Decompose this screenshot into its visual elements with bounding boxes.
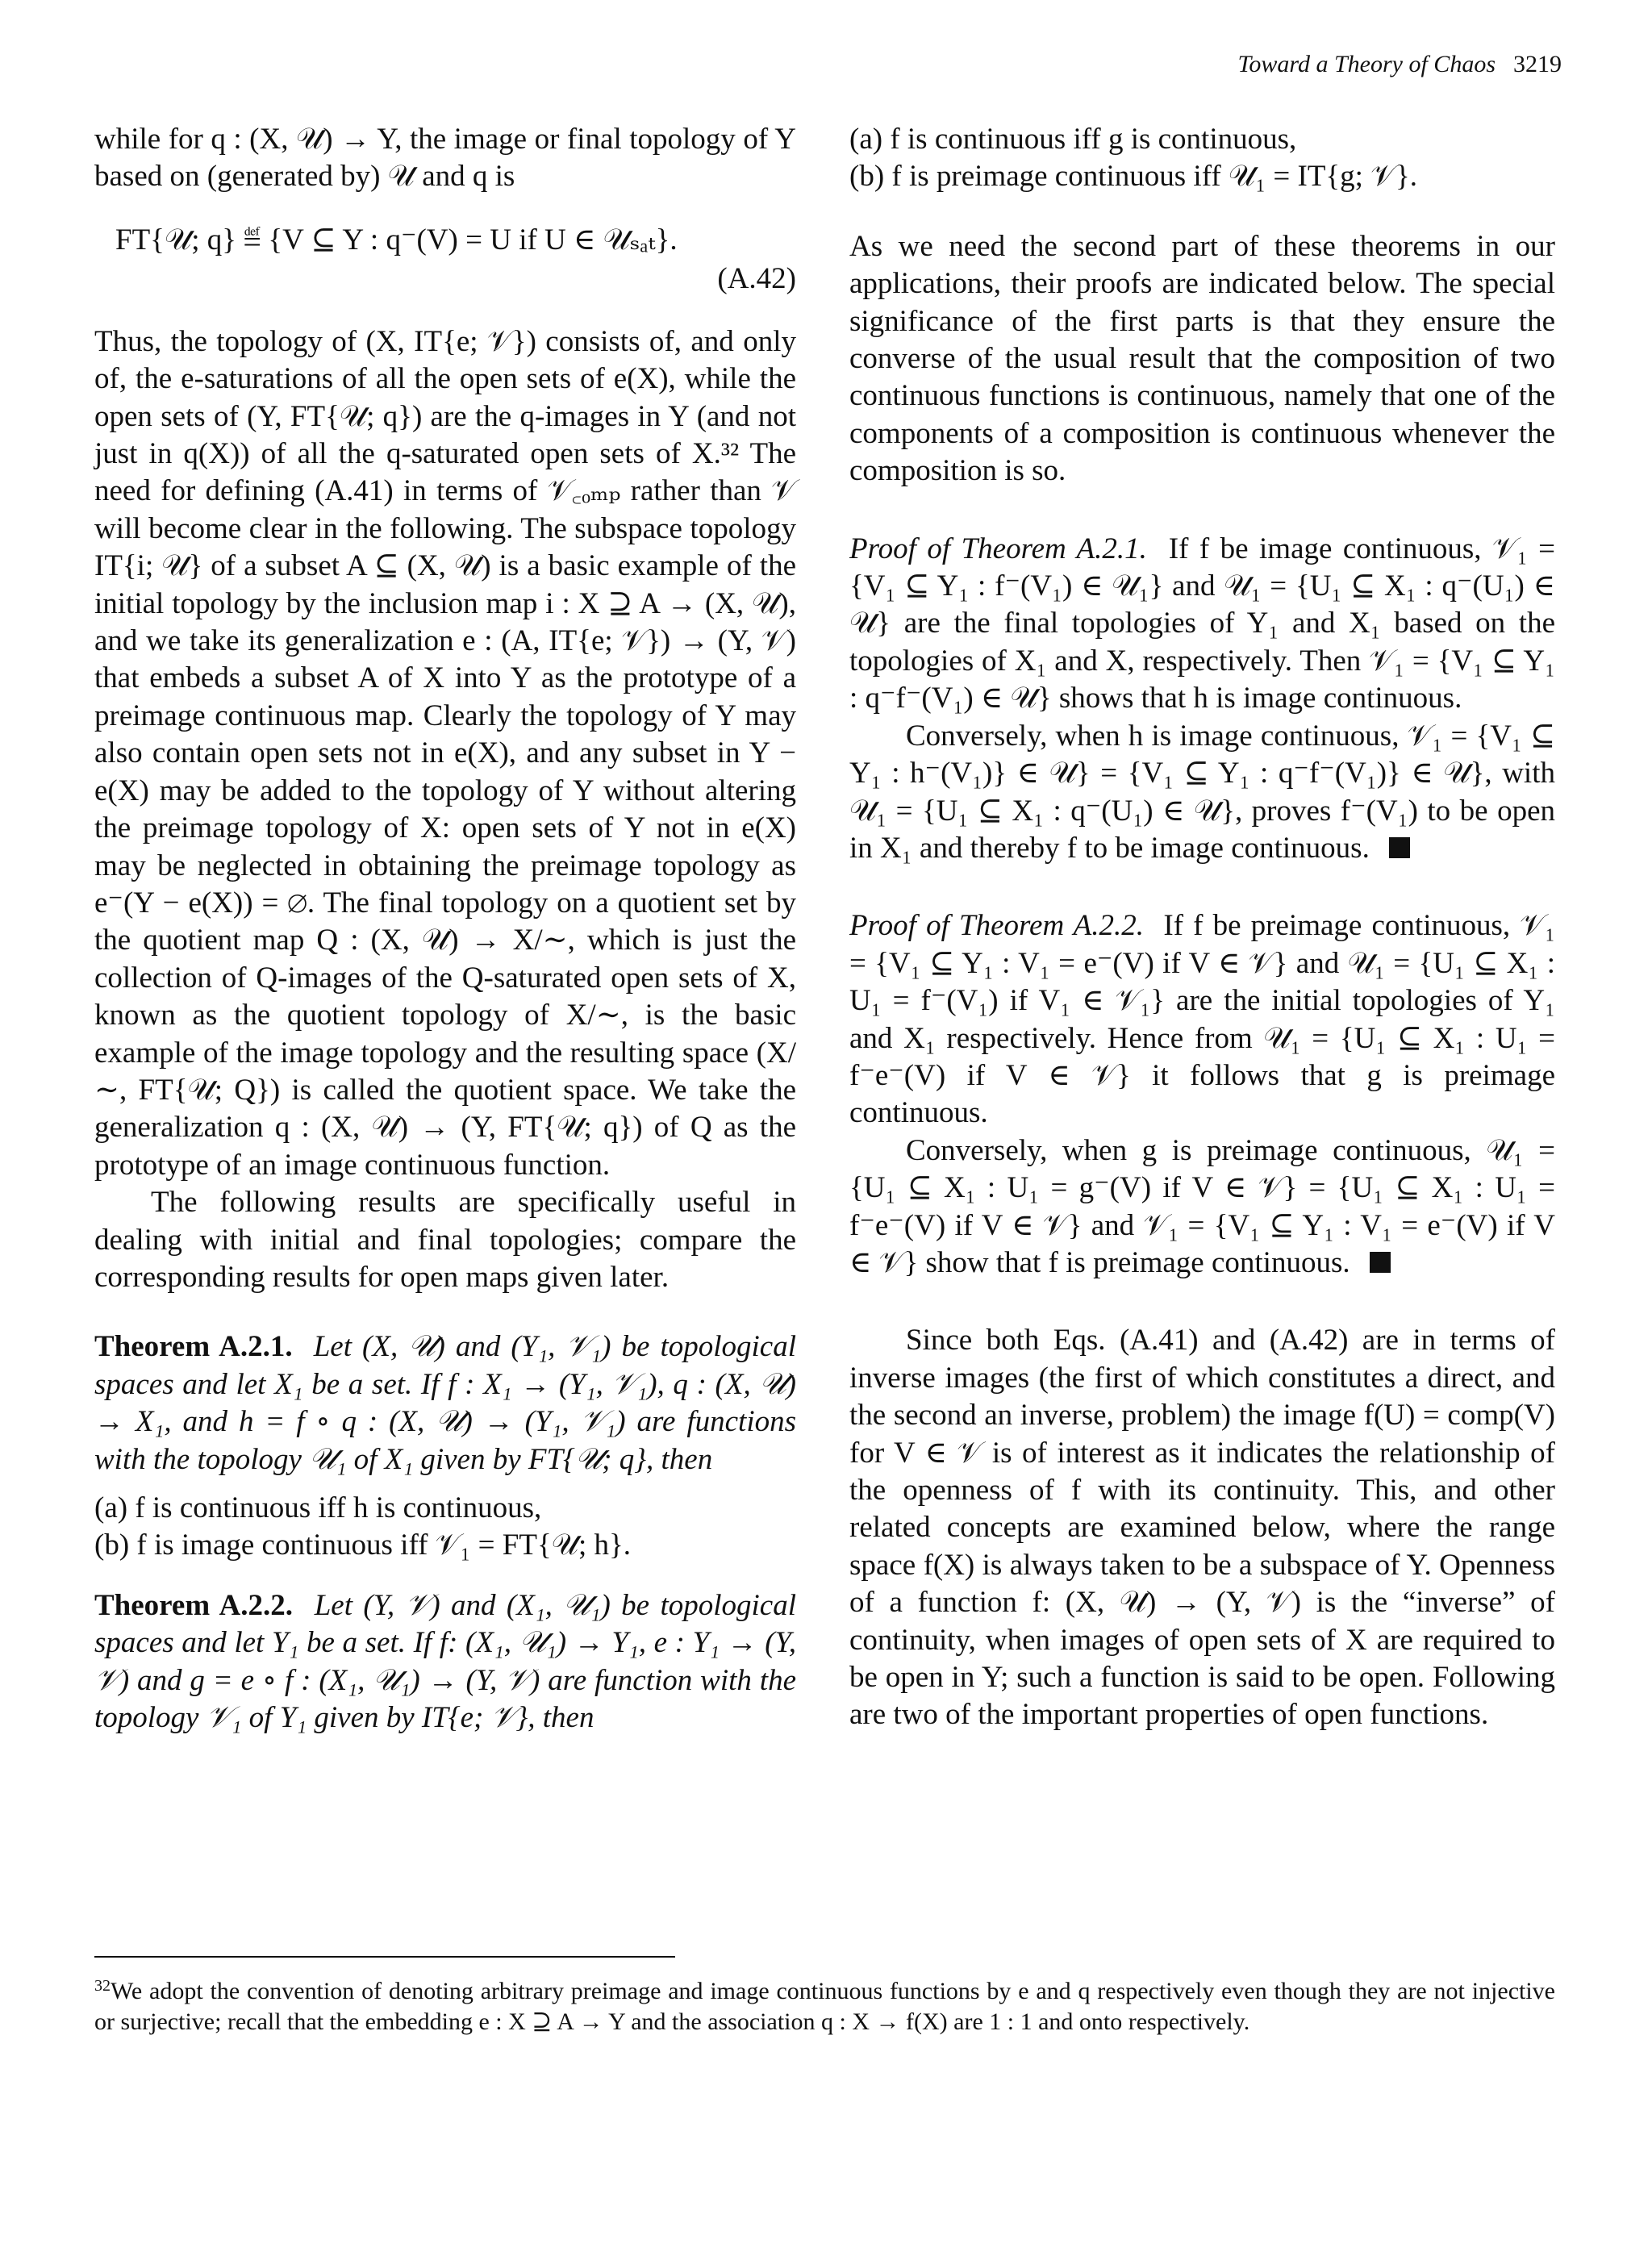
footnote bbox=[94, 1971, 1555, 2037]
theorem-label: Theorem A.2.2. bbox=[94, 1588, 293, 1622]
theorem-statement: Let (X, 𝒰) and (Y₁, 𝒱₁) be topological spaces and let X₁ be a set. If f : X₁ → (Y₁, 𝒱₁), q : (X, 𝒰) → X₁, and h = f ∘ q : (X, 𝒰) → (Y₁, 𝒱₁) are functions with the topology 𝒰₁ of X₁ given by FT{𝒰; q}, then bbox=[94, 1330, 797, 1476]
qed-square-icon bbox=[1370, 1252, 1391, 1273]
footnote-rule bbox=[94, 1956, 675, 1958]
proof-a21 bbox=[849, 531, 1555, 718]
theorem-item: (a) f is continuous iff g is continuous, bbox=[849, 123, 1297, 156]
theorem-a21 bbox=[94, 1328, 796, 1478]
paragraph: As we need the second part of these theorems in our applications, their proofs are indicated below. The special significance of the first parts is that they ensure the converse of the usual result that the composition of two continuous functions is continuous, namely that one of the components of a composition is continuous whenever the composition is so. bbox=[849, 229, 1555, 488]
paragraph: The following results are specifically useful in dealing with initial and final topologies; compare the corresponding results for open maps given later. bbox=[94, 1186, 796, 1294]
theorem-item: (b) f is preimage continuous iff 𝒰₁ = IT{g; 𝒱}. bbox=[849, 160, 1418, 194]
proof-text: If f be image continuous, 𝒱₁ = {V₁ ⊆ Y₁ : f⁻(V₁) ∈ 𝒰₁} and 𝒰₁ = {U₁ ⊆ X₁ : q⁻(U₁) ∈ 𝒰} are the final topologies of Y₁ and X₁ based on the topologies of X₁ and X, respectively. Then 𝒱₁ = {V₁ ⊆ Y₁ : q⁻f⁻(V₁) ∈ 𝒰} shows that h is image continuous. bbox=[849, 532, 1555, 715]
running-header bbox=[1237, 50, 1562, 79]
footnote-marker: 32 bbox=[94, 1977, 111, 1995]
proof-text: Conversely, when h is image continuous, 𝒱₁ = {V₁ ⊆ Y₁ : h⁻(V₁)} ∈ 𝒰} = {V₁ ⊆ Y₁ : q⁻f⁻(V₁)} ∈ 𝒰}, with 𝒰₁ = {U₁ ⊆ X₁ : q⁻(U₁) ∈ 𝒰}, proves f⁻(V₁) to be open in X₁ and thereby f to be image continuous. bbox=[849, 719, 1555, 865]
left-column bbox=[94, 121, 796, 1737]
theorem-a22 bbox=[94, 1587, 796, 1737]
paragraph: Since both Eqs. (A.41) and (A.42) are in terms of inverse images (the first of which constitutes a direct, and the second an inverse, problem) the image f(U) = comp(V) for V ∈ 𝒱 is of interest as it indicates the relationship of the openness of f with its continuity. This, and other related concepts are examined below, where the range space f(X) is always taken to be a subspace of Y. Openness of a function f: (X, 𝒰) → (Y, 𝒱) is the “inverse” of continuity, when images of open sets of X are required to be open in Y; such a function is said to be open. Following are two of the important properties of open functions. bbox=[849, 1324, 1555, 1732]
theorem-item: (b) f is image continuous iff 𝒱₁ = FT{𝒰; h}. bbox=[94, 1528, 632, 1562]
proof-label: Proof of Theorem A.2.2. bbox=[849, 909, 1145, 943]
paragraph: while for q : (X, 𝒰) → Y, the image or final topology of Y based on (generated by) 𝒰 and q is bbox=[94, 123, 796, 194]
equation-a42 bbox=[94, 214, 796, 301]
proof-text: If f be preimage continuous, 𝒱₁ = {V₁ ⊆ Y₁ : V₁ = e⁻(V) if V ∈ 𝒱} and 𝒰₁ = {U₁ ⊆ X₁ : U₁ = f⁻(V₁) if V₁ ∈ 𝒱₁} are the initial topologies of Y₁ and X₁ respectively. Hence from 𝒰₁ = {U₁ ⊆ X₁ : U₁ = f⁻e⁻(V) if V ∈ 𝒱} it follows that g is preimage continuous. bbox=[849, 909, 1555, 1130]
equation-number: (A.42) bbox=[717, 261, 796, 295]
proof-converse bbox=[849, 1132, 1555, 1282]
proof-a22 bbox=[849, 907, 1555, 1132]
page-number: 3219 bbox=[1513, 51, 1562, 77]
proof-text: Conversely, when g is preimage continuous, 𝒰₁ = {U₁ ⊆ X₁ : U₁ = g⁻(V) if V ∈ 𝒱} = {U₁ ⊆ X₁ : U₁ = f⁻e⁻(V) if V ∈ 𝒱} and 𝒱₁ = {V₁ ⊆ Y₁ : V₁ = e⁻(V) if V ∈ 𝒱} show that f is preimage continuous. bbox=[849, 1133, 1555, 1279]
theorem-statement: Let (Y, 𝒱) and (X₁, 𝒰₁) be topological spaces and let Y₁ be a set. If f: (X₁, 𝒰₁) → Y₁, e : Y₁ → (Y, 𝒱) and g = e ∘ f : (X₁, 𝒰₁) → (Y, 𝒱) are function with the topology 𝒱₁ of Y₁ given by IT{e; 𝒱}, then bbox=[94, 1588, 796, 1735]
equation-body: FT{𝒰; q} ≝ {V ⊆ Y : q⁻(V) = U if U ∈ 𝒰ₛₐₜ}. bbox=[115, 223, 678, 256]
theorem-item: (a) f is continuous iff h is continuous, bbox=[94, 1491, 542, 1524]
qed-square-icon bbox=[1389, 837, 1410, 858]
right-column bbox=[849, 121, 1555, 1734]
proof-label: Proof of Theorem A.2.1. bbox=[849, 532, 1147, 565]
proof-converse bbox=[849, 718, 1555, 868]
paragraph: Thus, the topology of (X, IT{e; 𝒱}) consists of, and only of, the e-saturations of all the open sets of e(X), while the open sets of (Y, FT{𝒰; q}) are the q-images in Y (and not just in q(X)) of all the q-saturated open sets of X.³² The need for defining (A.41) in terms of 𝒱꜀ₒₘₚ rather than 𝒱 will become clear in the following. The subspace topology IT{i; 𝒰} of a subset A ⊆ (X, 𝒰) is a basic example of the initial topology by the inclusion map i : X ⊇ A → (X, 𝒰), and we take its generalization e : (A, IT{e; 𝒱}) → (Y, 𝒱) that embeds a subset A of X into Y as the prototype of a preimage continuous map. Clearly the topology of Y may also contain open sets not in e(X), and any subset in Y − e(X) may be added to the topology of Y without altering the preimage topology of X: open sets of Y not in e(X) may be neglected in obtaining the preimage topology as e⁻(Y − e(X)) = ∅. The final topology on a quotient set by the quotient map Q : (X, 𝒰) → X/∼, which is just the collection of Q-images of the Q-saturated open sets of X, known as the quotient topology of X/∼, is the basic example of the image topology and the resulting space (X/∼, FT{𝒰; Q}) is called the quotient space. We take the generalization q : (X, 𝒰) → (Y, FT{𝒰; q}) of Q as the prototype of an image continuous function. bbox=[94, 324, 796, 1182]
theorem-label: Theorem A.2.1. bbox=[94, 1330, 293, 1364]
footnote-text: We adopt the convention of denoting arbitrary preimage and image continuous functions by e and q respectively even though they are not injective or surjective; recall that the embedding e : X ⊇ A → Y and the association q : X → f(X) are 1 : 1 and onto respectively. bbox=[94, 1978, 1555, 2035]
running-title: Toward a Theory of Chaos bbox=[1237, 51, 1496, 77]
